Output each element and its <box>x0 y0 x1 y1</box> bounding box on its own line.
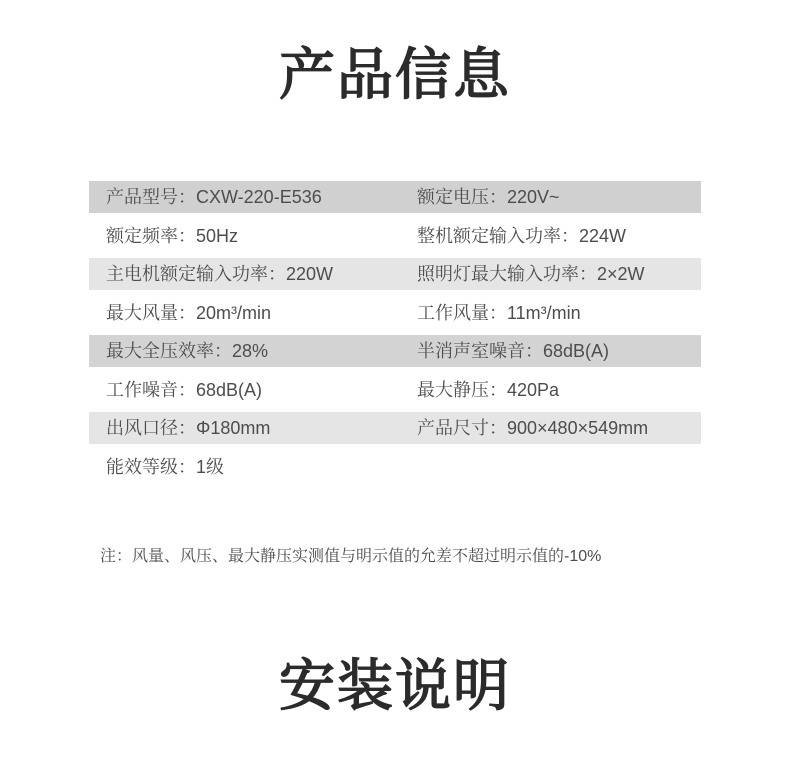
spec-value: 11m³/min <box>507 302 581 323</box>
spec-cell-right <box>417 188 701 206</box>
spec-label: 额定电压： <box>417 187 507 207</box>
spec-cell-left <box>89 458 417 476</box>
spec-label: 半消声室噪音： <box>417 341 543 361</box>
spec-cell-right <box>417 381 701 399</box>
spec-row <box>89 213 701 258</box>
spec-value: 1级 <box>196 456 225 477</box>
spec-label: 产品尺寸： <box>417 418 507 438</box>
spec-value: 28% <box>232 341 269 361</box>
spec-cell-left <box>89 342 417 360</box>
product-info-title: 产品信息 <box>279 43 511 106</box>
spec-value: 68dB(A) <box>196 379 263 400</box>
spec-cell-left <box>89 265 417 283</box>
spec-label: 工作风量： <box>417 302 507 323</box>
spec-value: 220W <box>286 264 334 284</box>
spec-cell-right <box>417 304 701 322</box>
spec-row <box>89 181 701 213</box>
spec-value: 900×480×549mm <box>507 418 649 438</box>
spec-label: 照明灯最大输入功率： <box>417 264 597 284</box>
spec-row <box>89 258 701 290</box>
spec-label: 最大全压效率： <box>106 341 232 361</box>
spec-cell-left <box>89 381 417 399</box>
spec-value: 220V~ <box>507 187 560 207</box>
spec-row <box>89 290 701 335</box>
install-title: 安装说明 <box>279 654 511 717</box>
spec-value: 68dB(A) <box>543 341 610 361</box>
spec-row <box>89 367 701 412</box>
spec-cell-right <box>417 227 701 245</box>
spec-cell-left <box>89 227 417 245</box>
page <box>0 42 790 719</box>
spec-label: 产品型号： <box>106 187 196 207</box>
spec-value: 224W <box>579 225 627 246</box>
spec-label: 工作噪音： <box>106 379 196 400</box>
spec-table <box>89 181 701 489</box>
spec-cell-right <box>417 342 701 360</box>
spec-cell-left <box>89 304 417 322</box>
spec-cell-right <box>417 419 701 437</box>
spec-label: 主电机额定输入功率： <box>106 264 286 284</box>
spec-row <box>89 335 701 367</box>
spec-value: Φ180mm <box>196 418 271 438</box>
spec-cell-right <box>417 265 701 283</box>
spec-row <box>89 444 701 489</box>
spec-value: 20m³/min <box>196 302 272 323</box>
spec-label: 整机额定输入功率： <box>417 225 579 246</box>
spec-cell-left <box>89 419 417 437</box>
spec-cell-left <box>89 188 417 206</box>
spec-value: 2×2W <box>597 264 645 284</box>
spec-label: 额定频率： <box>106 225 196 246</box>
spec-row <box>89 412 701 444</box>
spec-value: 50Hz <box>196 225 239 246</box>
spec-value: CXW-220-E536 <box>196 187 322 207</box>
tolerance-note: 注：风量、风压、最大静压实测值与明示值的允差不超过明示值的-10% <box>100 548 602 565</box>
spec-value: 420Pa <box>507 379 560 400</box>
spec-label: 出风口径： <box>106 418 196 438</box>
spec-label: 最大静压： <box>417 379 507 400</box>
spec-label: 最大风量： <box>106 302 196 323</box>
spec-label: 能效等级： <box>106 456 196 477</box>
